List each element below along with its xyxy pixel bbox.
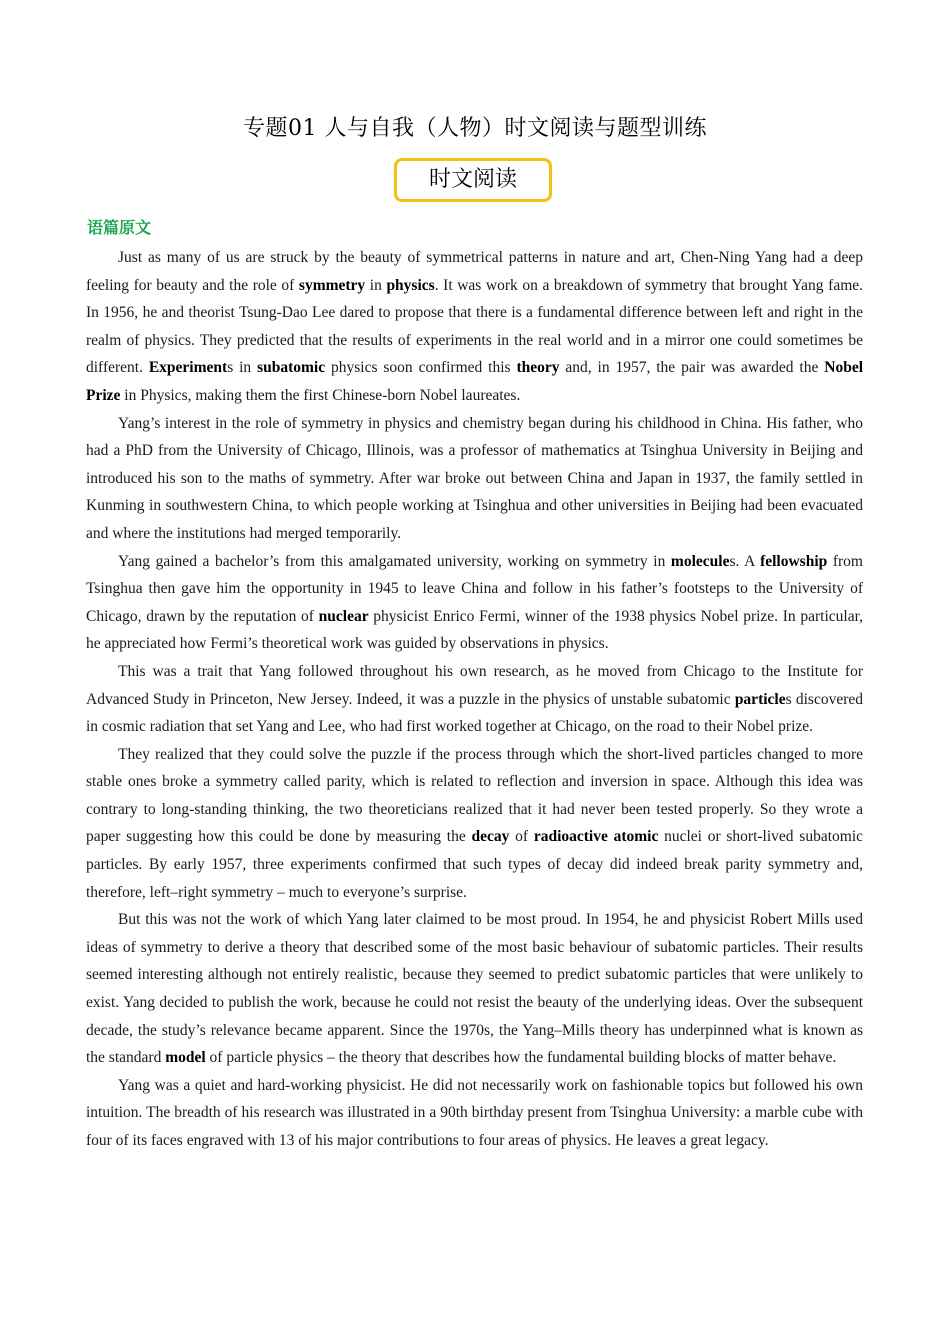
keyword: theory (516, 359, 560, 377)
article-paragraph (86, 658, 863, 741)
article-paragraph (86, 906, 863, 1072)
keyword: physics (386, 276, 435, 294)
text-run: Just as many of us are struck by the beauty of symmetrical patterns in nature and art, Chen-Ning Yang had a deep feeling for beauty and the role of (86, 249, 863, 294)
text-run: physicist Enrico Fermi, winner of the 1938 physics Nobel prize. In particular, he appreciated how Fermi’s theoretical work was guided by observations in physics. (86, 607, 863, 653)
text-run: s in (227, 359, 258, 377)
section-badge: 时文阅读 (394, 158, 552, 202)
text-run: They realized that they could solve the puzzle if the process through which the short-lived particles changed to more stable ones broke a symmetry called parity, which is related to reflection and inversion in space. Although this idea was contrary to long-standing thinking, the two theoreticians realized that it had never been tested properly. So they wrote a paper suggesting how this could be done by measuring the (86, 745, 863, 846)
text-run: in (365, 276, 387, 294)
keyword: decay (471, 828, 510, 846)
text-run: s. A (729, 552, 761, 570)
text-run: of particle physics – the theory that describes how the fundamental building blocks of matter behave. (205, 1049, 837, 1067)
article-paragraph (86, 548, 863, 658)
text-run: But this was not the work of which Yang later claimed to be most proud. In 1954, he and physicist Robert Mills used ideas of symmetry to derive a theory that described some of the most basic behaviour of subatomic particles. Their results seemed interesting although not entirely realistic, because they seemed to predict subatomic particles that were unlikely to exist. Yang decided to publish the work, because he could not resist the beauty of the underlying ideas. Over the subsequent decade, the study’s relevance became apparent. Since the 1970s, the Yang–Mills theory has underpinned what is known as the standard (86, 911, 863, 1067)
sub-heading: 语篇原文 (87, 218, 152, 237)
article-body (86, 244, 863, 1155)
text-run: from Tsinghua then gave him the opportunity in 1945 to leave China and follow in his father’s footsteps to the University of Chicago, drawn by the reputation of (86, 552, 863, 625)
keyword: radioactive atomic (533, 828, 659, 846)
keyword: particle (734, 690, 786, 708)
article-paragraph (86, 1072, 863, 1155)
text-run: . It was work on a breakdown of symmetry that brought Yang fame. In 1956, he and theorist Tsung-Dao Lee dared to propose that there is a fundamental difference between left and right in the realm of physics. They predicted that the results of experiments in the real world and in a mirror one could sometimes be different. (86, 276, 864, 377)
keyword: molecule (670, 552, 730, 570)
text-run: of (509, 828, 534, 846)
text-run: Yang gained a bachelor’s from this amalgamated university, working on symmetry in (118, 552, 671, 570)
text-run: s discovered in cosmic radiation that set Yang and Lee, who had first worked together at Chicago, on the road to their Nobel prize. (86, 690, 864, 736)
text-run: and, in 1957, the pair was awarded the (559, 359, 825, 377)
text-run: nuclei or short-lived subatomic particles. By early 1957, three experiments confirmed that such types of decay did indeed break parity symmetry and, therefore, left–right symmetry – much to everyone’s surprise. (86, 828, 864, 901)
keyword: Experiment (148, 359, 228, 377)
article-paragraph (86, 244, 863, 410)
document-title: 专题01 人与自我（人物）时文阅读与题型训练 (243, 116, 707, 141)
keyword: subatomic (257, 359, 326, 377)
keyword: Nobel Prize (86, 359, 864, 404)
text-run: Yang’s interest in the role of symmetry in physics and chemistry began during his childhood in China. His father, who had a PhD from the University of Chicago, Illinois, was a professor of mathematics at Tsinghua University in Beijing and introduced his son to the maths of symmetry. After war broke out between China and Japan in 1937, the family settled in Kunming in southwestern China, to which people working at Tsinghua and other universities in Beijing had been evacuated and where the institutions had merged temporarily. (86, 414, 863, 542)
text-run: Yang was a quiet and hard-working physicist. He did not necessarily work on fashionable topics but followed his own intuition. The breadth of his research was illustrated in a 90th birthday present from Tsinghua University: a marble cube with four of its faces engraved with 13 of his major contributions to four areas of physics. He leaves a great legacy. (86, 1076, 863, 1149)
text-run: in Physics, making them the first Chinese-born Nobel laureates. (120, 386, 521, 404)
keyword: fellowship (760, 552, 828, 570)
keyword: model (165, 1049, 206, 1067)
text-run: This was a trait that Yang followed throughout his own research, as he moved from Chicago to the Institute for Advanced Study in Princeton, New Jersey. Indeed, it was a puzzle in the physics of unstable subatomic (86, 662, 863, 708)
text-run: physics soon confirmed this (325, 359, 517, 377)
keyword: symmetry (298, 276, 366, 294)
article-paragraph (86, 410, 863, 548)
article-paragraph (86, 741, 863, 907)
keyword: nuclear (318, 607, 369, 625)
